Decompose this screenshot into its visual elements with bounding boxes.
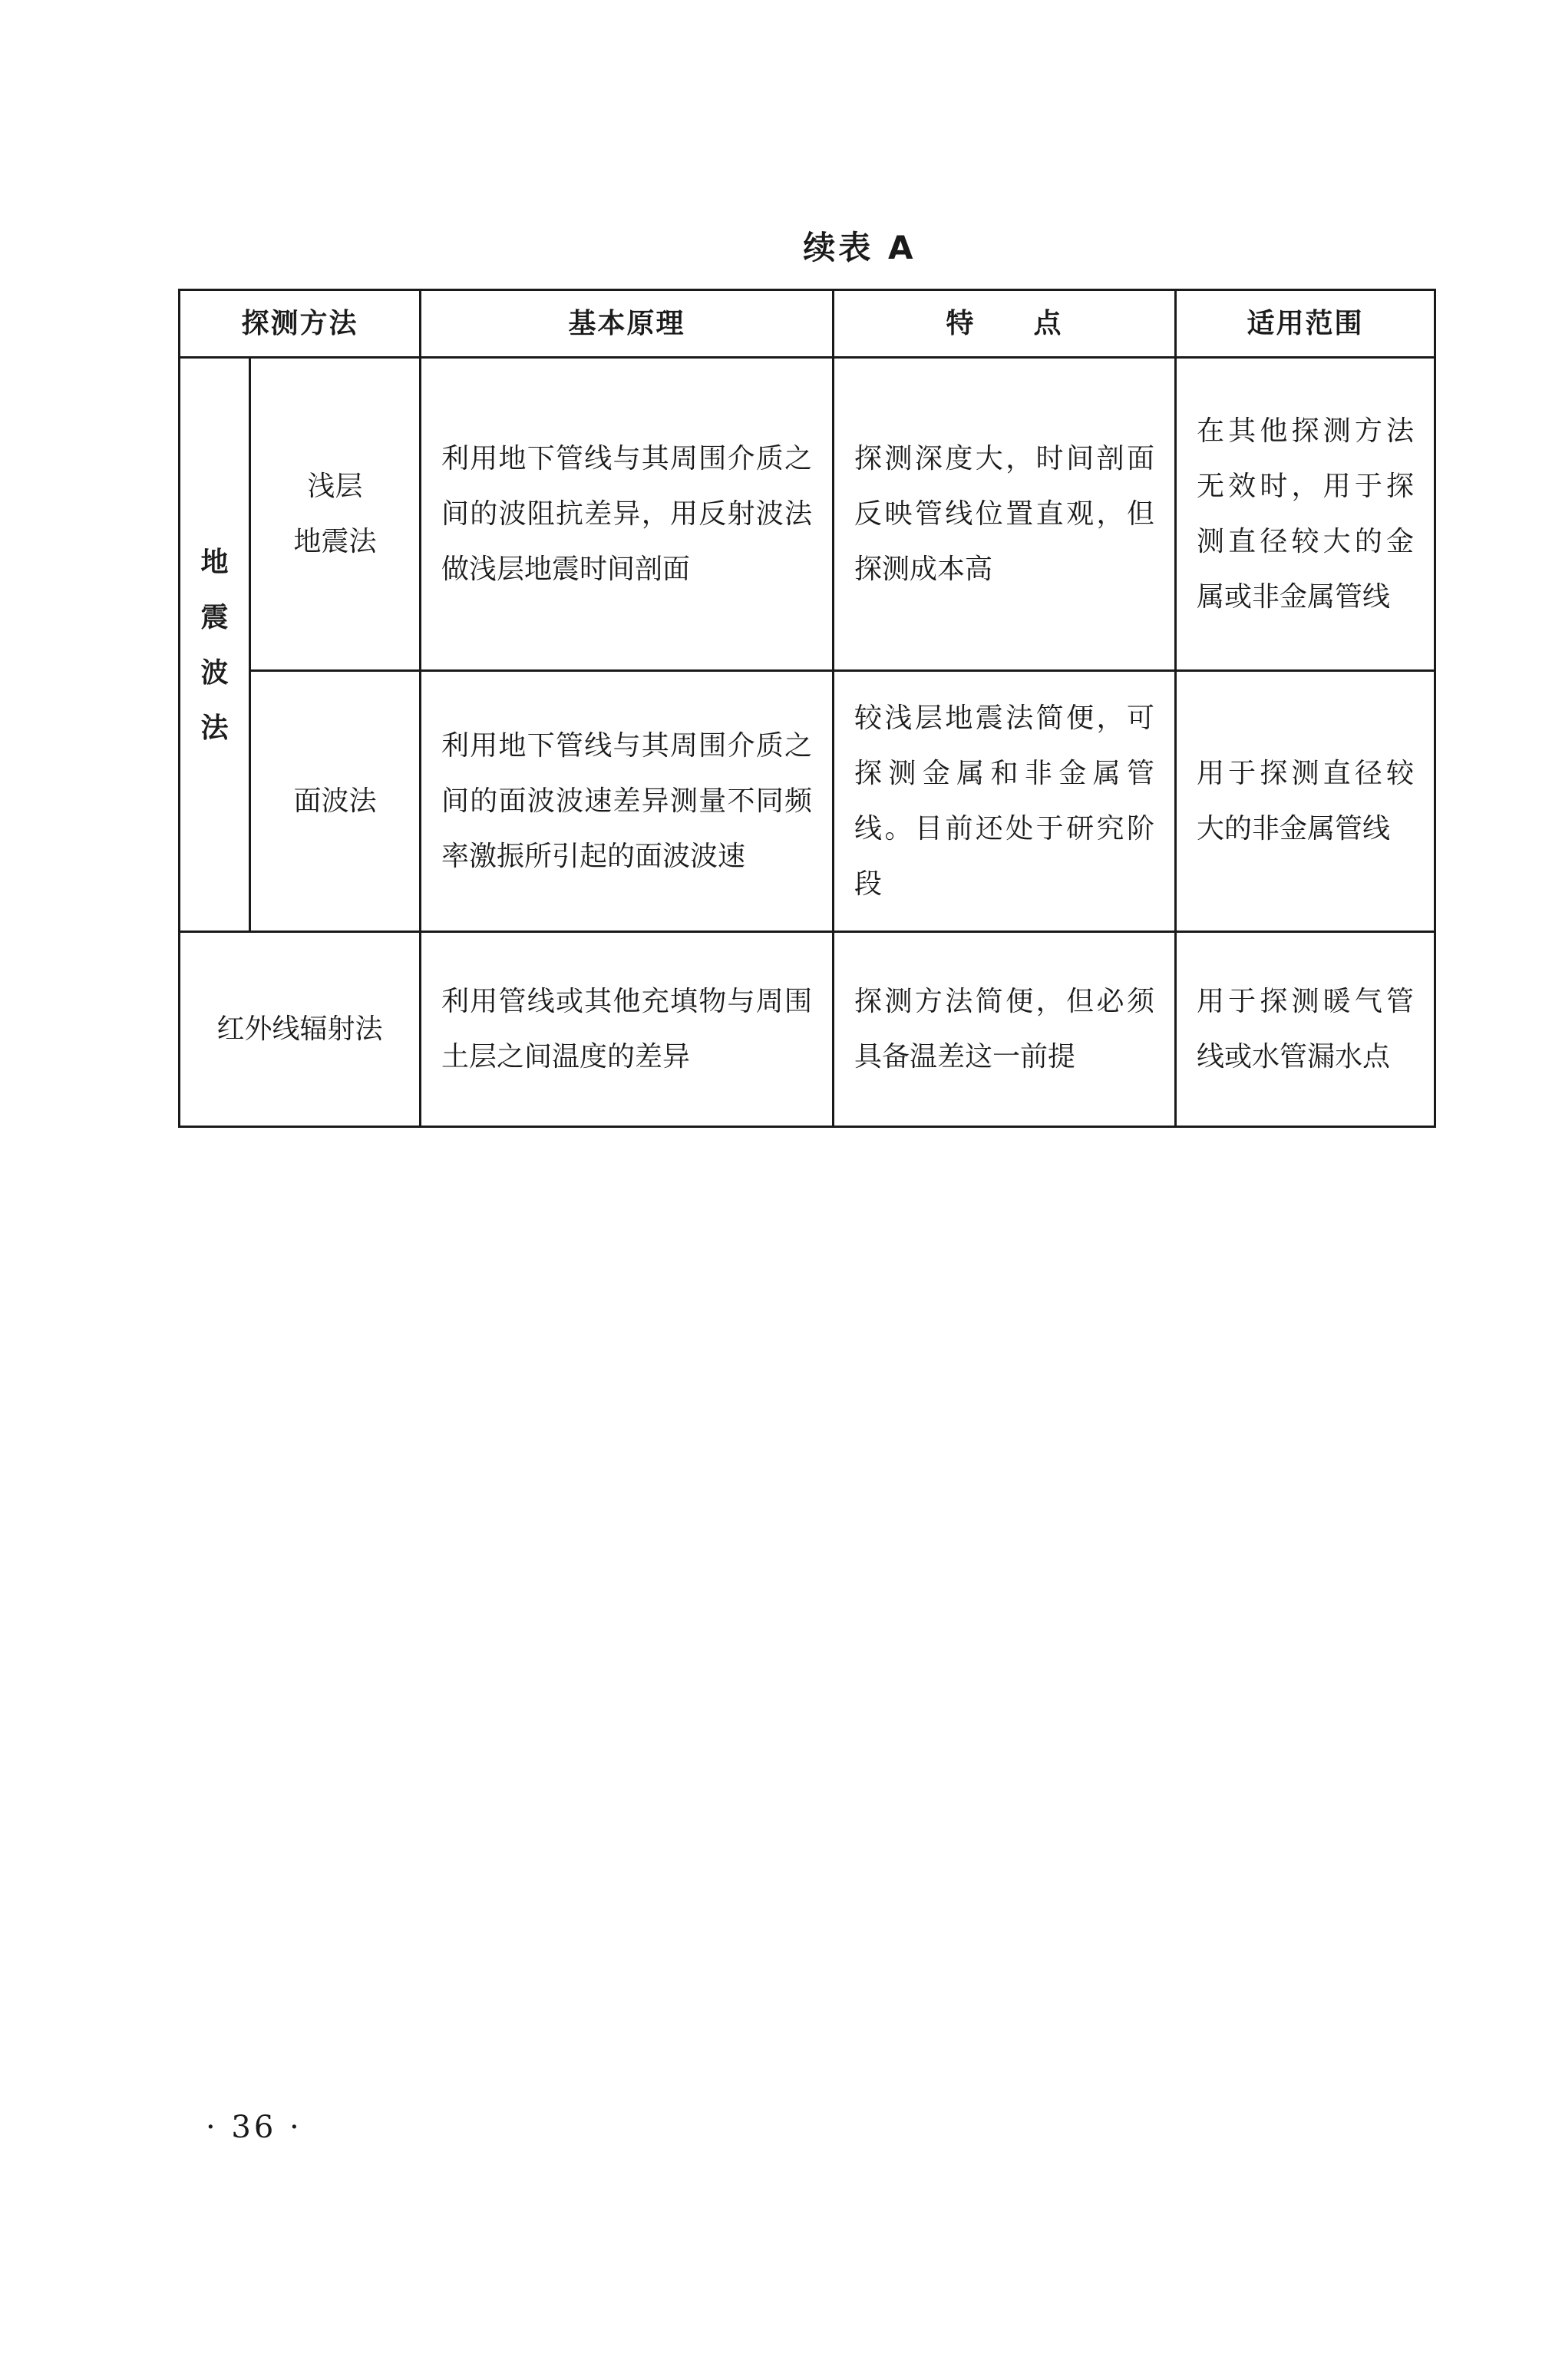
method-shallow-seismic: 浅层 地震法 [250, 358, 421, 671]
principle-cell: 利用地下管线与其周围介质之间的面波波速差异测量不同频率激振所引起的面波波速 [421, 671, 834, 932]
page-number: · 36 · [206, 2110, 302, 2145]
detection-methods-table [178, 289, 1436, 1128]
header-method: 探测方法 [180, 290, 421, 358]
scope-cell: 用于探测直径较大的非金属管线 [1176, 671, 1435, 932]
table-row [180, 358, 1435, 671]
scope-cell: 用于探测暖气管线或水管漏水点 [1176, 932, 1435, 1127]
header-features: 特 点 [834, 290, 1176, 358]
features-cell: 探测方法简便，但必须具备温差这一前提 [834, 932, 1176, 1127]
table-row [180, 932, 1435, 1127]
method-infrared: 红外线辐射法 [180, 932, 421, 1127]
principle-cell: 利用地下管线与其周围介质之间的波阻抗差异，用反射波法做浅层地震时间剖面 [421, 358, 834, 671]
table-row [180, 671, 1435, 932]
features-cell: 较浅层地震法简便，可探测金属和非金属管线。目前还处于研究阶段 [834, 671, 1176, 932]
table-caption: 续表 A [803, 229, 916, 266]
header-principle: 基本原理 [421, 290, 834, 358]
features-cell: 探测深度大，时间剖面反映管线位置直观，但探测成本高 [834, 358, 1176, 671]
scope-cell: 在其他探测方法无效时，用于探测直径较大的金属或非金属管线 [1176, 358, 1435, 671]
principle-cell: 利用管线或其他充填物与周围土层之间温度的差异 [421, 932, 834, 1127]
header-scope: 适用范围 [1176, 290, 1435, 358]
seismic-group-label: 地 震 波 法 [180, 358, 250, 932]
method-surface-wave: 面波法 [250, 671, 421, 932]
table-header-row [180, 290, 1435, 358]
